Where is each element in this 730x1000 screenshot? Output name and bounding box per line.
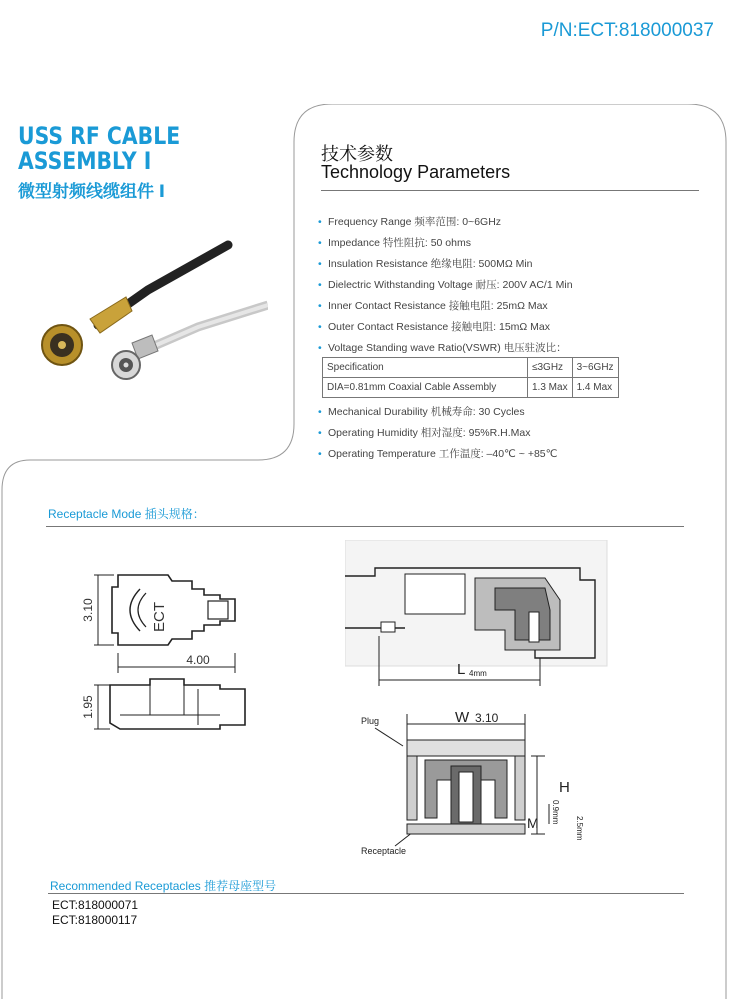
product-title [18, 124, 180, 174]
dim-M: M [527, 815, 539, 831]
table-row [323, 378, 619, 398]
table-cell: DIA=0.81mm Coaxial Cable Assembly [323, 378, 528, 398]
list-item: • Frequency Range 频率范围: 0~6GHz [318, 216, 502, 228]
part-number: P/N:ECT:818000037 [540, 20, 714, 41]
dim-M-value: 0.9mm [551, 800, 560, 825]
list-item: • Mechanical Durability 机械寿命: 30 Cycles [318, 406, 525, 418]
vswr-table [322, 357, 619, 398]
section-L: L [457, 661, 466, 678]
divider [48, 893, 684, 894]
label-plug: Plug [361, 716, 380, 726]
list-item: • Operating Humidity 相对湿度: 95%R.H.Max [318, 427, 531, 439]
divider [321, 190, 699, 191]
list-item: ECT:818000117 [52, 913, 138, 927]
table-cell: 1.3 Max [528, 378, 573, 398]
mated-section-drawing [355, 700, 590, 860]
list-item: • Outer Contact Resistance 接触电阻: 15mΩ Max [318, 321, 551, 333]
recommended-list [52, 898, 138, 928]
table-cell: Specification [323, 358, 528, 378]
list-item: • Dielectric Withstanding Voltage 耐压: 200V AC/1 Min [318, 279, 573, 291]
label-receptacle: Receptacle [361, 846, 407, 856]
list-item: ECT:818000071 [52, 898, 139, 912]
product-title-cn: 微型射频线缆组件 Ⅰ [18, 182, 166, 201]
list-item: • Impedance 特性阻抗: 50 ohms [318, 237, 471, 249]
dim-W: W [455, 709, 470, 726]
parameter-list-2 [318, 402, 557, 465]
table-cell: 1.4 Max [572, 378, 618, 398]
list-item: • Insulation Resistance 绝缘电阻: 500MΩ Min [318, 258, 533, 270]
receptacle-dimension-drawing [80, 555, 270, 745]
ect-logo: ECT [151, 602, 168, 632]
list-item: • Voltage Standing wave Ratio(VSWR) 电压驻波比： [318, 342, 567, 354]
table-row [323, 358, 619, 378]
dim-height: 3.10 [81, 598, 95, 622]
list-item: • Inner Contact Resistance 接触电阻: 25mΩ Max [318, 300, 548, 312]
section-L-unit: 4mm [469, 669, 487, 678]
tech-heading-en: Technology Parameters [321, 162, 511, 182]
dim-W-value: 3.10 [475, 711, 499, 725]
recommended-heading: Recommended Receptacles 推荐母座型号 [50, 879, 277, 893]
dim-length: 4.00 [186, 653, 210, 667]
dim-H: H [559, 779, 570, 796]
cable-assembly-photo [28, 235, 268, 395]
title-line-1: USS RF CABLE [18, 122, 181, 150]
tech-heading-cn: 技术参数 [321, 144, 393, 164]
receptacle-mode-heading: Receptacle Mode 插头规格： [48, 507, 205, 521]
section-view-drawing [345, 540, 610, 690]
list-item: • Operating Temperature 工作温度: –40℃ ~ +85℃ [318, 448, 558, 460]
dim-H-value: 2.5mm [575, 816, 584, 841]
title-line-2: ASSEMBLY Ⅰ [18, 147, 152, 175]
divider [46, 526, 684, 527]
dim-side: 1.95 [81, 695, 95, 719]
parameter-list [318, 212, 573, 359]
table-cell: ≤3GHz [528, 358, 573, 378]
table-cell: 3~6GHz [572, 358, 618, 378]
